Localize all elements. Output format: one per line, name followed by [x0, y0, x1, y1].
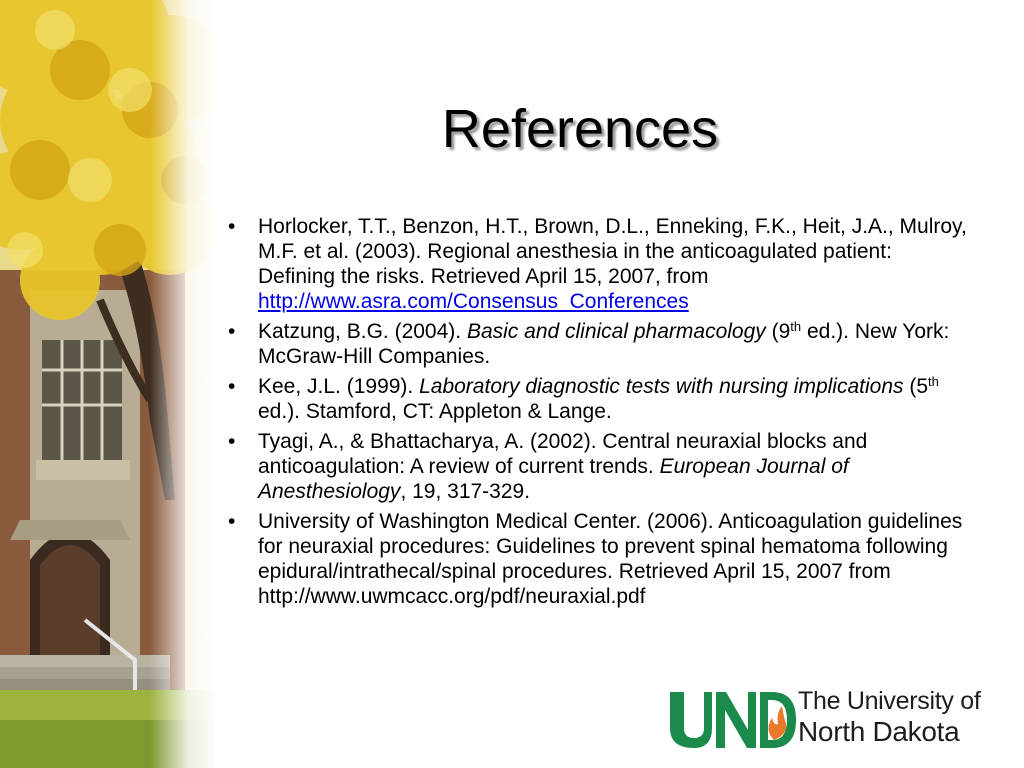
und-logo-icon — [668, 688, 798, 750]
reference-link-asra[interactable]: http://www.asra.com/Consensus_Conferences — [258, 290, 689, 313]
reference-item-katzung — [222, 319, 967, 369]
reference-item-uw-medical-center — [222, 509, 967, 609]
bullet: • — [228, 320, 236, 343]
campus-photo — [0, 0, 215, 768]
superscript: th — [790, 319, 802, 334]
reference-text: ed.). New York: McGraw-Hill Companies. — [258, 320, 950, 368]
reference-text: , 19, 317-329. — [400, 480, 531, 503]
reference-text: Katzung, B.G. (2004). — [258, 320, 467, 343]
reference-text: ed.). Stamford, CT: Appleton & Lange. — [258, 400, 612, 423]
reference-text: (5 — [903, 375, 929, 398]
logo-line-2: North Dakota — [798, 716, 960, 747]
reference-text: Horlocker, T.T., Benzon, H.T., Brown, D.L., Enneking, F.K., Heit, J.A., Mulroy, M.F. et al. (2003). Regional anesthesia in the anticoagulated patient: Defining the risks. Retrieved April 15, 2007, from — [258, 215, 967, 288]
bullet: • — [228, 430, 236, 453]
reference-text: Tyagi, A., & Bhattacharya, A. (2002). Central neuraxial blocks and anticoagulation: A review of current trends. — [258, 430, 868, 478]
reference-book-title: Basic and clinical pharmacology — [466, 320, 766, 343]
reference-journal-title: European Journal of Anesthesiology — [258, 455, 849, 503]
reference-text: University of Washington Medical Center. (2006). Anticoagulation guidelines for neuraxial procedures: Guidelines to prevent spinal hematoma following epidural/intrathecal/spinal procedures. Retrieved April 15, 2007 from http://www.uwmcacc.org/pdf/neuraxial.pdf — [258, 510, 963, 608]
reference-book-title: Laboratory diagnostic tests with nursing implications — [419, 375, 904, 398]
bullet: • — [228, 375, 236, 398]
superscript: th — [928, 374, 939, 389]
logo-line-1: The University of — [798, 687, 981, 715]
logo-wordmark — [798, 686, 998, 748]
bullet: • — [228, 510, 236, 533]
reference-item-horlocker — [222, 214, 967, 314]
photo-fade — [150, 0, 215, 768]
bullet: • — [228, 215, 236, 238]
reference-item-tyagi — [222, 429, 967, 504]
reference-item-kee — [222, 374, 967, 424]
reference-text: Kee, J.L. (1999). — [258, 375, 420, 398]
slide-title: References — [441, 99, 719, 159]
university-logo — [668, 686, 998, 752]
references-list — [222, 214, 967, 614]
reference-text: (9 — [765, 320, 791, 343]
